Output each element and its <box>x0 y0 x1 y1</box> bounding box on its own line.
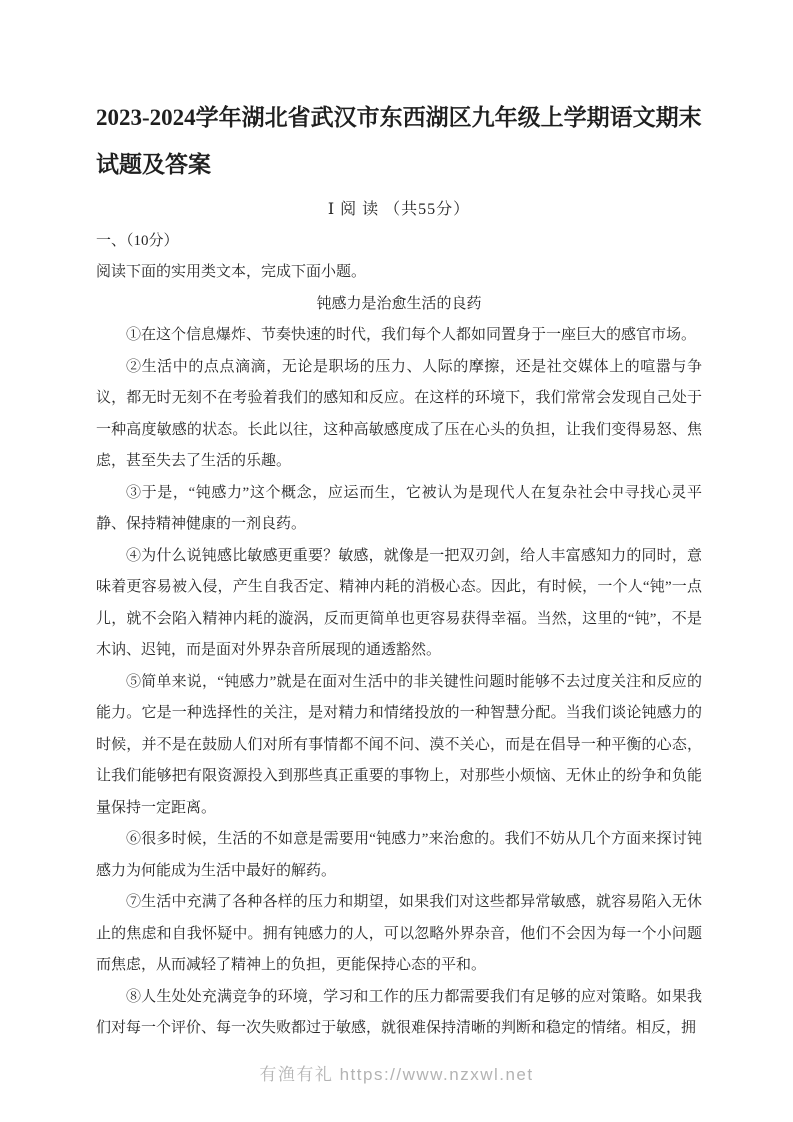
footer-watermark: 有渔有礼 https://www.nzxwl.net <box>259 1065 534 1084</box>
article-paragraph-2: ②生活中的点点滴滴，无论是职场的压力、人际的摩擦，还是社交媒体上的喧嚣与争议，都无时无刻不在考验着我们的感知和反应。在这样的环境下，我们常常会发现自己处于一种高度敏感的状态。长此以往，这种高敏感度成了压在心头的负担，让我们变得易怒、焦虑，甚至失去了生活的乐趣。 <box>96 358 702 469</box>
article-paragraph-1: ①在这个信息爆炸、节奏快速的时代，我们每个人都如同置身于一座巨大的感官市场。 <box>126 327 697 343</box>
article-paragraph-5: ⑤简单来说，“钝感力”就是在面对生活中的非关键性问题时能够不去过度关注和反应的能力。它是一种选择性的关注，是对精力和情绪投放的一种智慧分配。当我们谈论钝感力的时候，并不是在鼓励人们对所有事情都不闻不问、漠不关心，而是在倡导一种平衡的心态，让我们能够把有限资源投入到那些真正重要的事物上，对那些小烦恼、无休止的纷争和负能量保持一定距离。 <box>96 673 702 816</box>
article-paragraph-7: ⑦生活中充满了各种各样的压力和期望，如果我们对这些都异常敏感，就容易陷入无休止的焦虑和自我怀疑中。拥有钝感力的人，可以忽略外界杂音，他们不会因为每一个小问题而焦虑，从而减轻了精神上的负担，更能保持心态的平和。 <box>96 894 702 973</box>
article-paragraph-3: ③于是，“钝感力”这个概念，应运而生，它被认为是现代人在复杂社会中寻找心灵平静、保持精神健康的一剂良药。 <box>96 484 702 532</box>
article-title: 钝感力是治愈生活的良药 <box>316 295 482 312</box>
question-instruction: 阅读下面的实用类文本，完成下面小题。 <box>96 264 367 280</box>
article-paragraph-6: ⑥很多时候，生活的不如意是需要用“钝感力”来治愈的。我们不妨从几个方面来探讨钝感力为何能成为生活中最好的解药。 <box>96 831 702 879</box>
question-number: 一、（10分） <box>96 232 179 249</box>
article-paragraph-8: ⑧人生处处充满竞争的环境，学习和工作的压力都需要我们有足够的应对策略。如果我们对每一个评价、每一次失败都过于敏感，就很难保持清晰的判断和稳定的情绪。相反，拥 <box>96 988 702 1036</box>
section-heading: Ⅰ 阅 读 （共55分） <box>327 201 471 218</box>
page-title: 2023-2024学年湖北省武汉市东西湖区九年级上学期语文期末试题及答案 <box>96 105 702 177</box>
article-paragraph-4: ④为什么说钝感比敏感更重要？敏感，就像是一把双刃剑，给人丰富感知力的同时，意味着更容易被入侵，产生自我否定、精神内耗的消极心态。因此，有时候，一个人“钝”一点儿，就不会陷入精神内耗的漩涡，反而更简单也更容易获得幸福。当然，这里的“钝”，不是木讷、迟钝，而是面对外界杂音所展现的通透豁然。 <box>96 547 702 658</box>
